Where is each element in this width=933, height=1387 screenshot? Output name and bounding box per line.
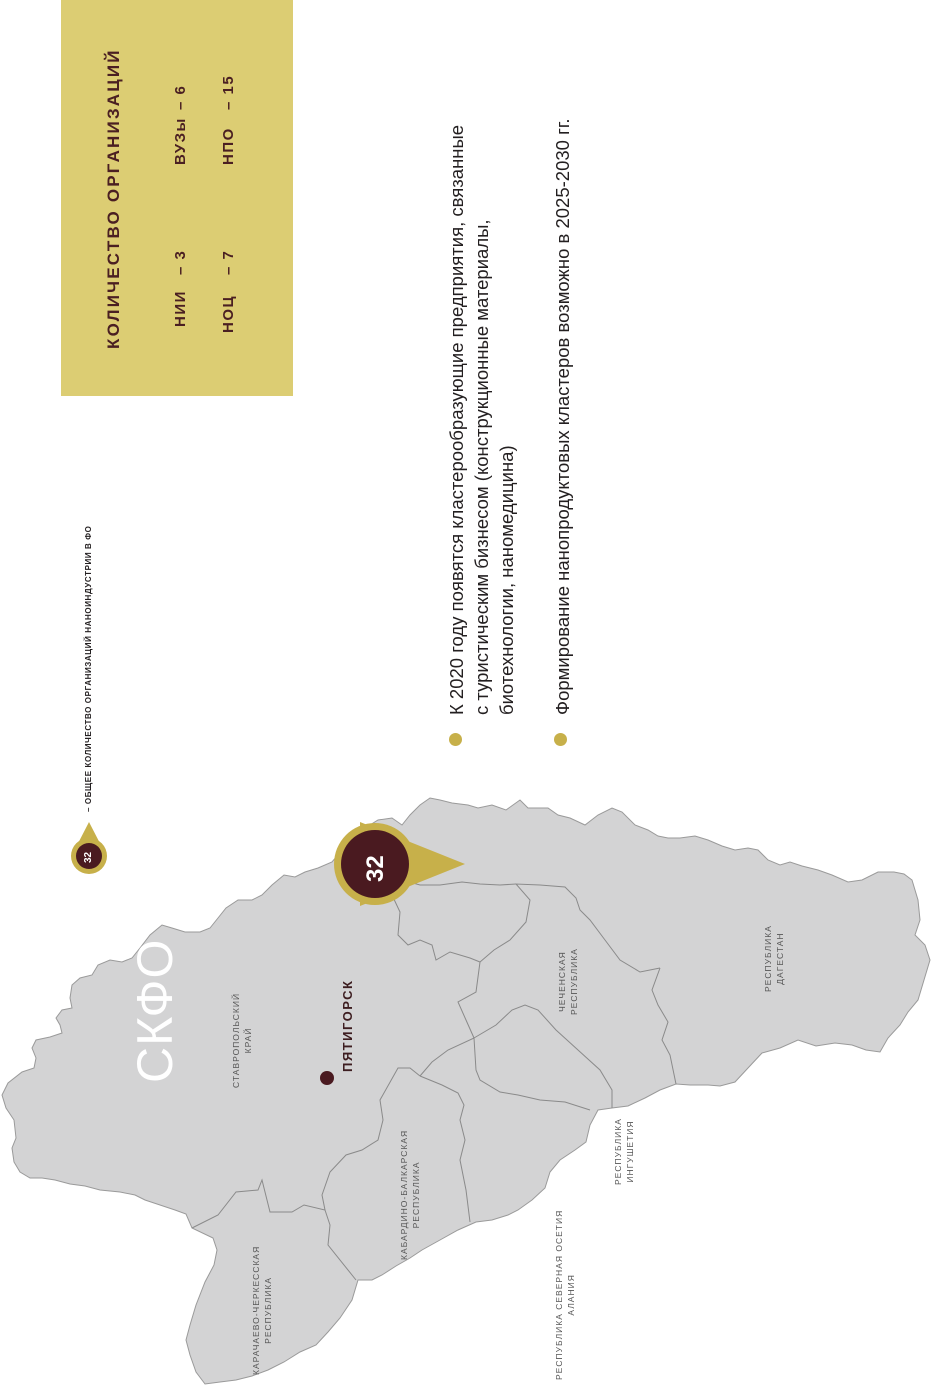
city-label: ПЯТИГОРСК — [340, 979, 355, 1072]
region-dagestan: РЕСПУБЛИКА ДАГЕСТАН — [763, 925, 785, 992]
stat-vuzy-value: – 6 — [172, 84, 189, 110]
region-north-ossetia: РЕСПУБЛИКА СЕВЕРНАЯ ОСЕТИЯ АЛАНИЯ — [554, 1209, 576, 1380]
bullet-dot-2 — [554, 733, 567, 746]
legend-text: – ОБЩЕЕ КОЛИЧЕСТВО ОРГАНИЗАЦИЙ НАНОИНДУСТРИИ В ФО — [84, 525, 93, 812]
region-karachay-cherkessia: КАРАЧАЕВО-ЧЕРКЕССКАЯ РЕСПУБЛИКА — [251, 1245, 273, 1375]
bullet-text-2: Формирование нанопродуктовых кластеров возможно в 2025-2030 гг. — [552, 118, 573, 715]
stat-npo-label: НПО — [220, 127, 237, 165]
organizations-panel — [61, 0, 293, 396]
region-stavropol: СТАВРОПОЛЬСКИЙ КРАЙ — [231, 992, 253, 1088]
pyatigorsk-city-dot[interactable] — [320, 1071, 334, 1085]
stat-noc-value: – 7 — [220, 249, 237, 275]
panel-title: КОЛИЧЕСТВО ОРГАНИЗАЦИЙ — [104, 48, 123, 349]
district-label: СКФО — [127, 938, 183, 1083]
district-outline — [2, 798, 930, 1384]
stat-nii-value: – 3 — [172, 249, 189, 275]
region-kabardino-balkaria: КАБАРДИНО-БАЛКАРСКАЯ РЕСПУБЛИКА — [399, 1129, 421, 1260]
legend-marker — [71, 822, 107, 874]
bullet-dot-1 — [449, 733, 462, 746]
stat-noc-label: НОЦ — [220, 295, 237, 333]
stat-npo-value: – 15 — [220, 74, 237, 110]
stat-nii-label: НИИ — [172, 290, 189, 327]
stat-vuzy-label: ВУЗы — [172, 117, 189, 165]
legend-marker-value: 32 — [83, 851, 94, 863]
map-marker-value: 32 — [362, 855, 389, 882]
bullet-text-1: К 2020 году появятся кластерообразующие предприятия, связанные с туристическим бизнесом (конструкционные материалы, биотехнологии, наномедицина) — [446, 124, 517, 715]
region-chechnya: ЧЕЧЕНСКАЯ РЕСПУБЛИКА — [557, 948, 579, 1015]
region-ingushetia: РЕСПУБЛИКА ИНГУШЕТИЯ — [613, 1118, 635, 1185]
